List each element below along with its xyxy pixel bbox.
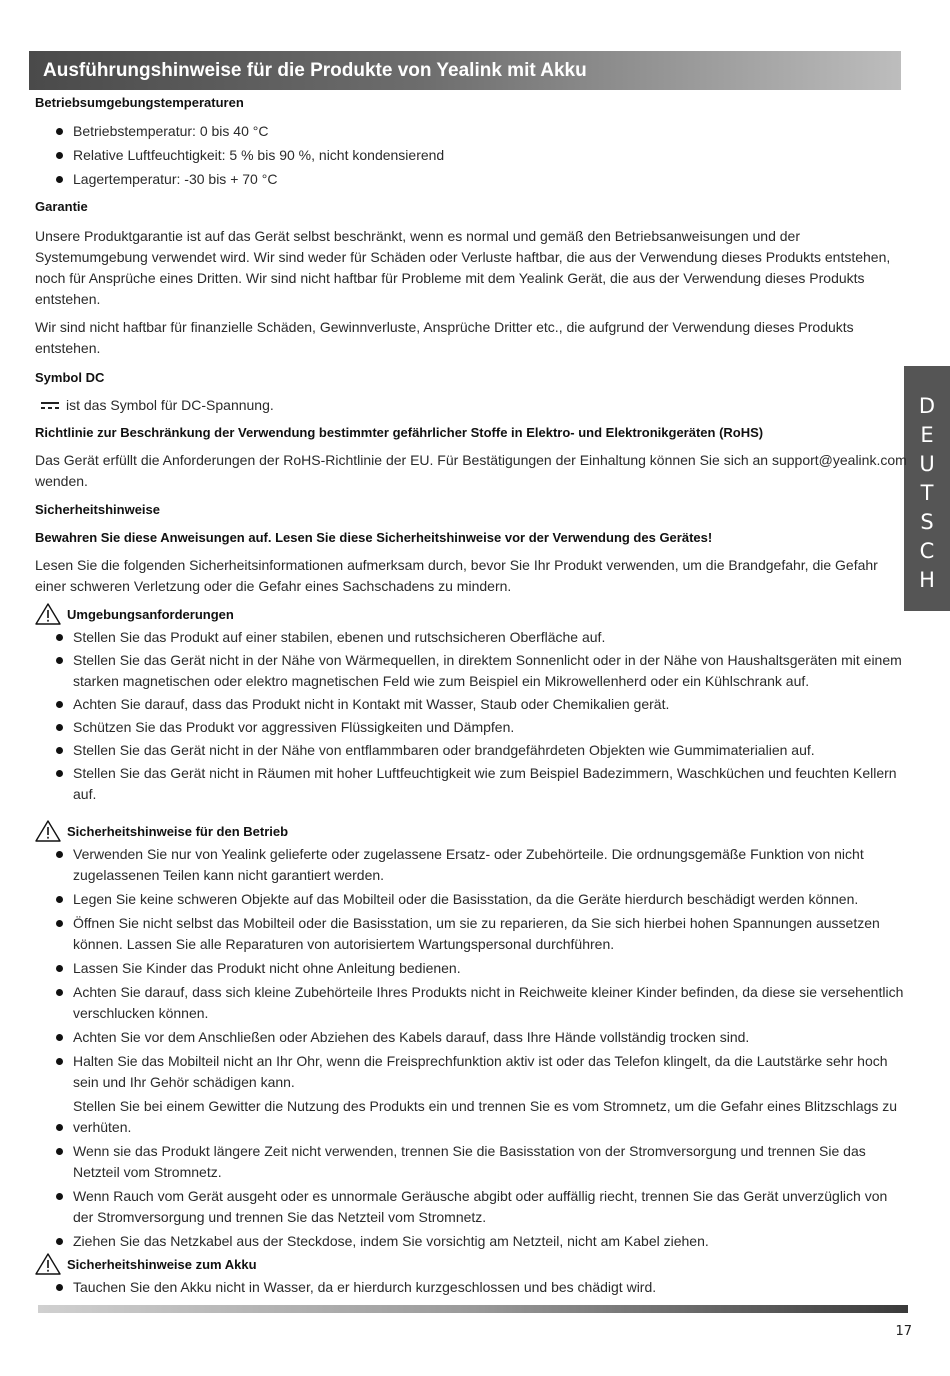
battery-heading-row — [35, 1253, 910, 1275]
list-item: Stellen Sie das Gerät nicht in Räumen mit hoher Luftfeuchtigkeit wie zum Beispiel Badezimmern, Waschküchen und feuchten Kellern auf. — [35, 763, 910, 805]
operation-list — [35, 844, 910, 1252]
bullet-icon — [56, 152, 63, 159]
environment-list — [35, 627, 910, 805]
side-tab-letter: E — [920, 423, 934, 447]
list-item: Wenn Rauch vom Gerät ausgeht oder es unnormale Geräusche abgibt oder auffällig riecht, trennen Sie das Gerät unverzüglich von der Stromversorgung und trennen Sie das Netzteil vom Stromnetz. — [35, 1186, 910, 1228]
bullet-icon — [56, 1238, 63, 1245]
page-number: 17 — [895, 1324, 912, 1339]
bullet-icon — [56, 701, 63, 708]
side-tab-letter: D — [918, 394, 936, 418]
bullet-icon — [56, 1124, 63, 1131]
bullet-icon — [56, 1148, 63, 1155]
safety-subheading: Bewahren Sie diese Anweisungen auf. Lesen Sie diese Sicherheitshinweise vor der Verwendung des Gerätes! — [35, 530, 713, 545]
list-item: Stellen Sie das Gerät nicht in der Nähe von Wärmequellen, in direktem Sonnenlicht oder in der Nähe von Haushaltsgeräten mit einem starken magnetischen oder elektro magnetischen Feld wie zum Beispiel ein Mikrowellenherd oder ein Kühlschrank auf. — [35, 650, 910, 692]
bullet-icon — [56, 1284, 63, 1291]
environment-heading: Umgebungsanforderungen — [67, 607, 234, 622]
battery-list — [35, 1277, 910, 1298]
dc-heading: Symbol DC — [35, 370, 105, 385]
bullet-icon — [56, 747, 63, 754]
safety-paragraph: Lesen Sie die folgenden Sicherheitsinformationen aufmerksam durch, bevor Sie Ihr Produkt verwenden, um die Brandgefahr, die Gefahr einer schweren Verletzung oder die Gefahr eines Sachschadens zu mindern. — [35, 557, 878, 594]
bullet-icon — [56, 1193, 63, 1200]
bullet-icon — [56, 657, 63, 664]
section-title-bar — [29, 51, 901, 90]
list-item: Öffnen Sie nicht selbst das Mobilteil oder die Basisstation, um sie zu reparieren, da Sie sich hierbei hohen Spannungen aussetzen können. Lassen Sie alle Reparaturen von autorisiertem Wartungspersonal durchführen. — [35, 913, 910, 955]
env-temp-list — [35, 121, 910, 190]
section-title: Ausführungshinweise für die Produkte von Yealink mit Akku — [43, 60, 587, 81]
dc-row — [35, 395, 910, 416]
bullet-icon — [56, 920, 63, 927]
dc-text: ist das Symbol für DC-Spannung. — [66, 397, 274, 413]
list-item: Relative Luftfeuchtigkeit: 5 % bis 90 %, nicht kondensierend — [35, 145, 910, 166]
list-item: Betriebstemperatur: 0 bis 40 °C — [35, 121, 910, 142]
list-item: Lagertemperatur: -30 bis + 70 °C — [35, 169, 910, 190]
warning-icon — [35, 603, 61, 625]
list-item: Stellen Sie bei einem Gewitter die Nutzung des Produkts ein und trennen Sie es vom Stromnetz, um die Gefahr eines Blitzschlags zu verhüten. — [35, 1096, 910, 1138]
rohs-heading: Richtlinie zur Beschränkung der Verwendung bestimmter gefährlicher Stoffe in Elektro- und Elektronikgeräten (RoHS) — [35, 425, 764, 440]
bullet-icon — [56, 965, 63, 972]
side-tab-letter: C — [919, 539, 935, 563]
safety-heading: Sicherheitshinweise — [35, 502, 160, 517]
list-item: Wenn sie das Produkt längere Zeit nicht verwenden, trennen Sie die Basisstation von der Stromversorgung und trennen Sie das Netzteil vom Stromnetz. — [35, 1141, 910, 1183]
list-item: Stellen Sie das Produkt auf einer stabilen, ebenen und rutschsicheren Oberfläche auf. — [35, 627, 910, 648]
list-item: Verwenden Sie nur von Yealink gelieferte oder zugelassene Ersatz- oder Zubehörteile. Die ordnungsgemäße Funktion von nicht zugelassenen Teilen kann nicht garantiert werden. — [35, 844, 910, 886]
rohs-paragraph: Das Gerät erfüllt die Anforderungen der RoHS-Richtlinie der EU. Für Bestätigungen der Einhaltung können Sie sich an support@yealink.com wenden. — [35, 452, 907, 489]
bullet-icon — [56, 128, 63, 135]
footer-bar — [38, 1305, 908, 1313]
warranty-paragraph: Wir sind nicht haftbar für finanzielle Schäden, Gewinnverluste, Ansprüche Dritter etc., die aufgrund der Verwendung dieses Produkts entstehen. — [35, 319, 854, 356]
bullet-icon — [56, 1058, 63, 1065]
warranty-paragraph: Unsere Produktgarantie ist auf das Gerät selbst beschränkt, wenn es normal und gemäß den Betriebsanweisungen und der Systemumgebung verwendet wird. Wir sind weder für Schäden oder Verluste haftbar, die aus der Verwendung dieses Produkts entstehen, noch für Ansprüche eines Dritten. Wir sind nicht haftbar für Probleme mit dem Yealink Gerät, die aus der Verwendung dieses Produkts entstehen. — [35, 228, 891, 307]
side-tab-letter: U — [919, 452, 935, 476]
language-side-tab — [904, 366, 950, 611]
battery-heading: Sicherheitshinweise zum Akku — [67, 1257, 257, 1272]
warning-icon — [35, 1253, 61, 1275]
operation-heading-row — [35, 820, 910, 842]
side-tab-letter: T — [920, 481, 934, 505]
env-temp-heading: Betriebsumgebungstemperaturen — [35, 95, 244, 110]
bullet-icon — [56, 634, 63, 641]
bullet-icon — [56, 770, 63, 777]
bullet-icon — [56, 851, 63, 858]
list-item: Schützen Sie das Produkt vor aggressiven Flüssigkeiten und Dämpfen. — [35, 717, 910, 738]
list-item: Lassen Sie Kinder das Produkt nicht ohne Anleitung bedienen. — [35, 958, 910, 979]
bullet-icon — [56, 1034, 63, 1041]
list-item: Halten Sie das Mobilteil nicht an Ihr Ohr, wenn die Freisprechfunktion aktiv ist oder das Telefon klingelt, da die Lautstärke sehr hoch sein und Ihr Gehör schädigen kann. — [35, 1051, 910, 1093]
environment-heading-row — [35, 603, 910, 625]
list-item: Tauchen Sie den Akku nicht in Wasser, da er hierdurch kurzgeschlossen und bes chädigt wird. — [35, 1277, 910, 1298]
side-tab-letter: S — [920, 510, 934, 534]
list-item: Ziehen Sie das Netzkabel aus der Steckdose, indem Sie vorsichtig am Netzteil, nicht am Kabel ziehen. — [35, 1231, 910, 1252]
bullet-icon — [56, 989, 63, 996]
list-item: Achten Sie darauf, dass sich kleine Zubehörteile Ihres Produkts nicht in Reichweite kleiner Kinder befinden, da diese sie versehentlich verschlucken können. — [35, 982, 910, 1024]
list-item: Legen Sie keine schweren Objekte auf das Mobilteil oder die Basisstation, da die Geräte hierdurch beschädigt werden können. — [35, 889, 910, 910]
side-tab-letter: H — [919, 568, 935, 592]
bullet-icon — [56, 896, 63, 903]
operation-heading: Sicherheitshinweise für den Betrieb — [67, 824, 289, 839]
bullet-icon — [56, 176, 63, 183]
page-content — [35, 90, 910, 1298]
warning-icon — [35, 820, 61, 842]
warranty-heading: Garantie — [35, 199, 88, 214]
list-item: Stellen Sie das Gerät nicht in der Nähe von entflammbaren oder brandgefährdeten Objekten wie Gummimaterialien auf. — [35, 740, 910, 761]
list-item: Achten Sie darauf, dass das Produkt nicht in Kontakt mit Wasser, Staub oder Chemikalien gerät. — [35, 694, 910, 715]
dc-symbol-icon — [41, 401, 59, 411]
bullet-icon — [56, 724, 63, 731]
list-item: Achten Sie vor dem Anschließen oder Abziehen des Kabels darauf, dass Ihre Hände vollständig trocken sind. — [35, 1027, 910, 1048]
